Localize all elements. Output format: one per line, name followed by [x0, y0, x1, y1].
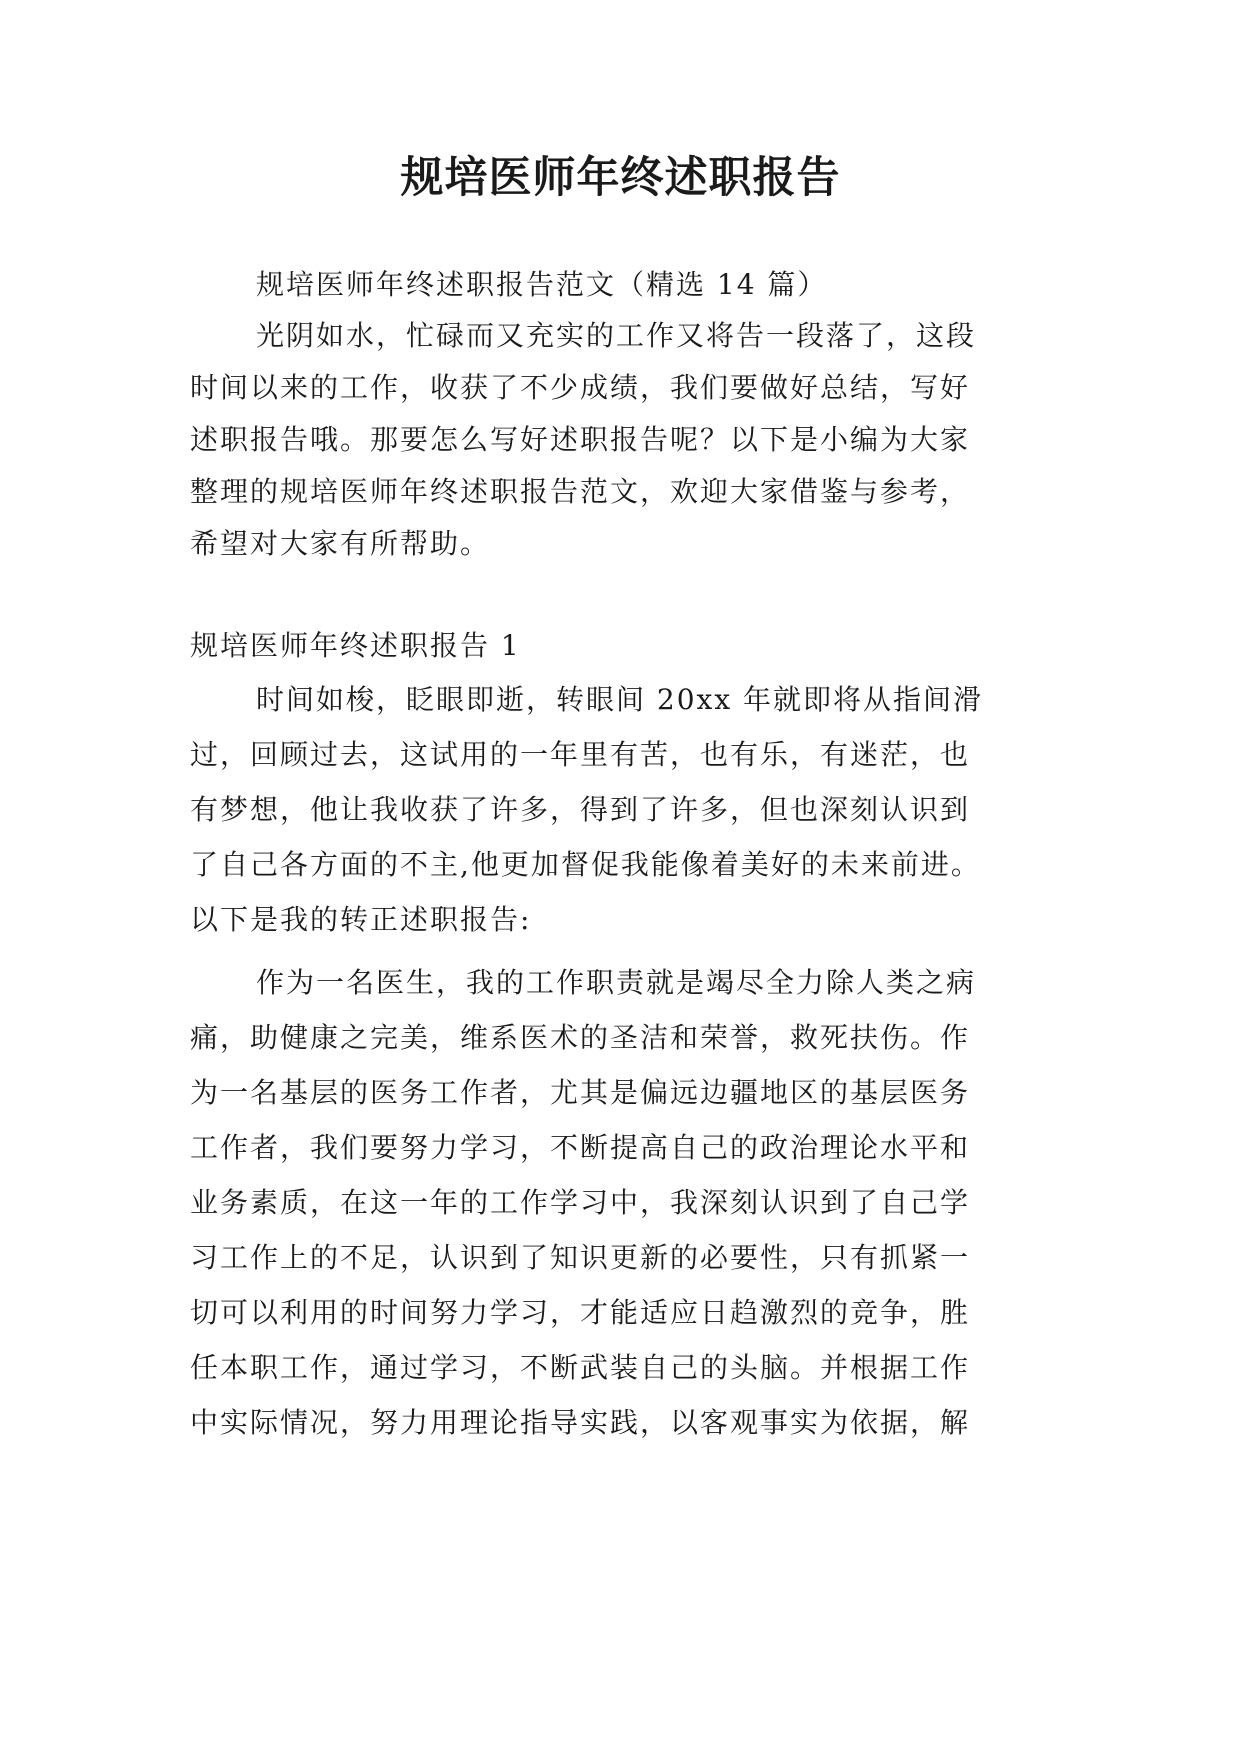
paragraph-line: 业务素质，在这一年的工作学习中，我深刻认识到了自己学: [190, 1186, 971, 1219]
paragraph-line: 时间如梭，眨眼即逝，转眼间 20xx 年就即将从指间滑: [256, 683, 984, 716]
paragraph-line: 作为一名医生，我的工作职责就是竭尽全力除人类之病: [256, 966, 977, 999]
paragraph-line: 以下是我的转正述职报告:: [190, 903, 532, 936]
paragraph-line: 了自己各方面的不主,他更加督促我能像着美好的未来前进。: [190, 848, 981, 881]
paragraph-line: 工作者，我们要努力学习，不断提高自己的政治理论水平和: [190, 1131, 971, 1164]
paragraph-line: 任本职工作，通过学习，不断武装自己的头脑。并根据工作: [190, 1351, 971, 1384]
paragraph-line: 为一名基层的医务工作者，尤其是偏远边疆地区的基层医务: [190, 1076, 971, 1109]
intro-line: 述职报告哦。那要怎么写好述职报告呢？以下是小编为大家: [190, 423, 971, 456]
paragraph-line: 有梦想，他让我收获了许多，得到了许多，但也深刻认识到: [190, 793, 971, 826]
intro-line: 希望对大家有所帮助。: [190, 527, 491, 560]
paragraph-line: 切可以利用的时间努力学习，才能适应日趋激烈的竞争，胜: [190, 1296, 971, 1329]
paragraph-line: 习工作上的不足，认识到了知识更新的必要性，只有抓紧一: [190, 1241, 971, 1274]
intro-heading: 规培医师年终述职报告范文（精选 14 篇）: [256, 268, 828, 301]
intro-line: 光阴如水，忙碌而又充实的工作又将告一段落了，这段: [256, 319, 977, 352]
intro-line: 时间以来的工作，收获了不少成绩，我们要做好总结，写好: [190, 371, 971, 404]
intro-line: 整理的规培医师年终述职报告范文，欢迎大家借鉴与参考，: [190, 475, 971, 508]
document-title: 规培医师年终述职报告: [400, 153, 841, 203]
paragraph-line: 中实际情况，努力用理论指导实践，以客观事实为依据，解: [190, 1406, 971, 1439]
paragraph-line: 过，回顾过去，这试用的一年里有苦，也有乐，有迷茫，也: [190, 738, 971, 771]
section-heading: 规培医师年终述职报告 1: [190, 629, 521, 662]
paragraph-line: 痛，助健康之完美，维系医术的圣洁和荣誉，救死扶伤。作: [190, 1021, 971, 1054]
